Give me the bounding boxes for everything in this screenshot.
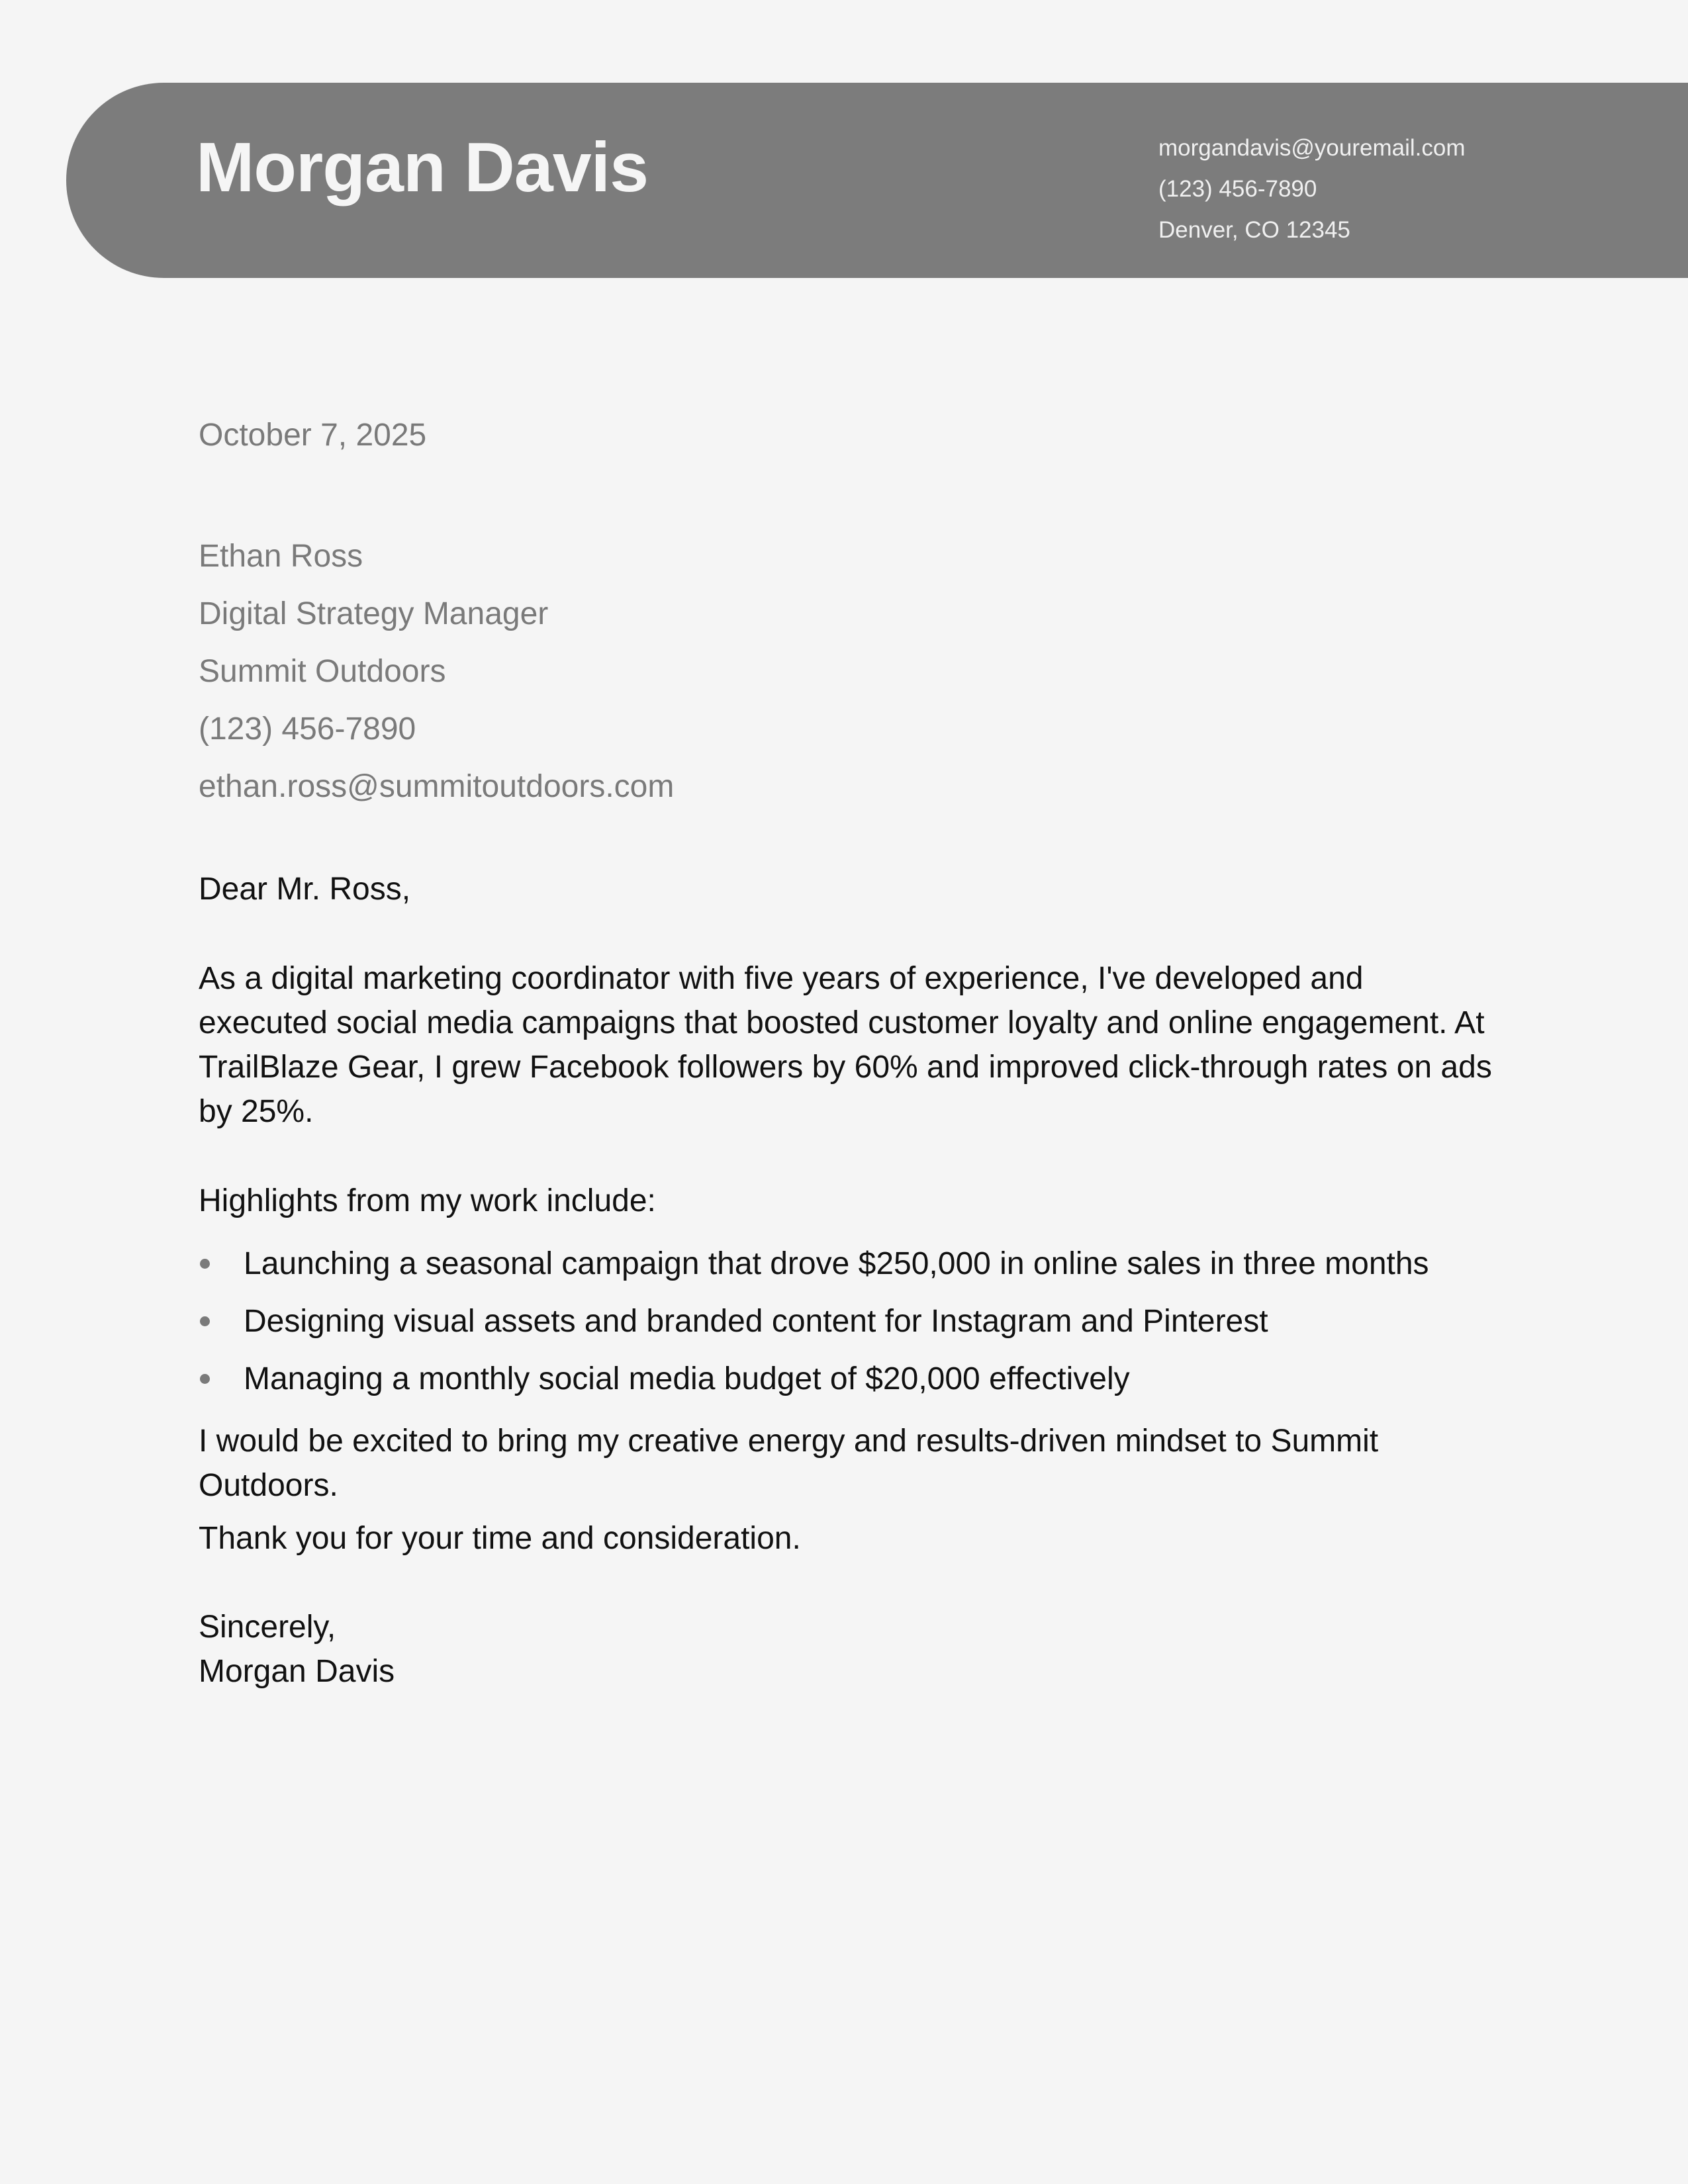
signoff-block	[199, 1605, 1509, 1694]
recipient-title: Digital Strategy Manager	[199, 596, 549, 631]
list-item-text: Managing a monthly social media budget of $20,000 effectively	[244, 1361, 1130, 1396]
sender-phone: (123) 456-7890	[1158, 176, 1317, 202]
bullet-dot-icon	[200, 1374, 210, 1384]
recipient-email: ethan.ross@summitoutdoors.com	[199, 769, 675, 804]
letter-date: October 7, 2025	[199, 418, 427, 453]
recipient-company: Summit Outdoors	[199, 654, 446, 689]
sender-email: morgandavis@youremail.com	[1158, 135, 1466, 161]
letter-body	[199, 867, 1509, 1694]
recipient-block	[199, 527, 674, 815]
signature: Morgan Davis	[199, 1654, 395, 1689]
list-item-text: Launching a seasonal campaign that drove $250,000 in online sales in three months	[244, 1246, 1429, 1281]
bullet-dot-icon	[200, 1316, 210, 1326]
header-banner	[66, 83, 1688, 278]
sender-name: Morgan Davis	[196, 128, 649, 206]
list-item	[199, 1293, 1509, 1350]
closing-paragraph: I would be excited to bring my creative energy and results-driven mindset to Summit Outdoors.	[199, 1424, 1379, 1503]
intro-paragraph: As a digital marketing coordinator with five years of experience, I've developed and executed social media campaigns that boosted customer loyalty and online engagement. At TrailBlaze Gear, I grew Facebook followers by 60% and improved click-through rates on ads by 25%.	[199, 961, 1492, 1129]
thanks-line: Thank you for your time and consideration.	[199, 1521, 801, 1556]
bullet-dot-icon	[200, 1259, 210, 1269]
list-item	[199, 1235, 1509, 1293]
salutation: Dear Mr. Ross,	[199, 872, 411, 907]
recipient-name: Ethan Ross	[199, 539, 363, 574]
sender-location: Denver, CO 12345	[1158, 217, 1350, 243]
recipient-phone: (123) 456-7890	[199, 711, 416, 747]
highlights-intro: Highlights from my work include:	[199, 1183, 656, 1218]
list-item	[199, 1350, 1509, 1408]
sender-contact	[1158, 128, 1465, 251]
signoff: Sincerely,	[199, 1610, 336, 1645]
highlights-list	[199, 1235, 1509, 1408]
list-item-text: Designing visual assets and branded content for Instagram and Pinterest	[244, 1304, 1268, 1339]
